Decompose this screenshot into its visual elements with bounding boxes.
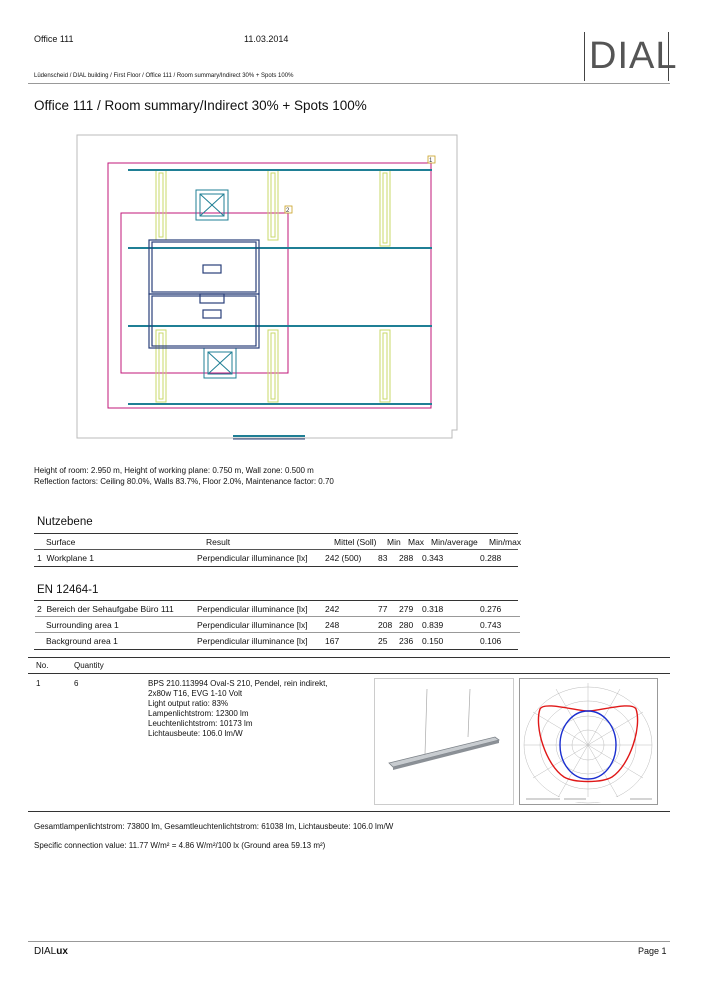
row-mittel: 167 (325, 635, 340, 646)
row-min-avg: 0.150 (422, 635, 444, 646)
row-min-avg: 0.839 (422, 619, 444, 630)
row-min-max: 0.743 (480, 619, 502, 630)
footer-divider (28, 941, 670, 942)
table-row (35, 601, 520, 617)
header-room: Office 111 (34, 34, 74, 44)
lum-no: 1 (36, 679, 41, 688)
connection-value: Specific connection value: 11.77 W/m² = 4.86 W/m²/100 lx (Ground area 59.13 m²) (34, 841, 326, 850)
lum-line: Lichtausbeute: 106.0 lm/W (148, 729, 243, 738)
nutzebene-table (35, 534, 529, 549)
brand-b: ux (56, 946, 68, 957)
luminaire-image (374, 678, 514, 805)
row-result: Perpendicular illuminance [lx] (197, 552, 308, 563)
en-bottom-rule (34, 649, 518, 650)
page-title: Office 111 / Room summary/Indirect 30% + Spots 100% (34, 98, 367, 113)
row-min: 77 (378, 603, 388, 614)
row-min: 25 (378, 635, 388, 646)
row-no: 1 (37, 552, 42, 563)
polar-chart (520, 679, 657, 804)
lum-bottom-rule (28, 811, 670, 812)
dial-logo (584, 32, 678, 81)
en-table (35, 601, 520, 648)
room-info-line1: Height of room: 2.950 m, Height of working plane: 0.750 m, Wall zone: 0.500 m (34, 466, 314, 475)
table-row (35, 633, 520, 649)
en-title: EN 12464-1 (37, 584, 99, 596)
floor-plan (76, 134, 466, 440)
lum-col-no: No. (36, 661, 49, 670)
col-max: Max (408, 536, 425, 547)
polar-diagram (519, 678, 658, 805)
header-divider (28, 83, 670, 84)
row-min-max: 0.106 (480, 635, 502, 646)
row-min-avg: 0.318 (422, 603, 444, 614)
table-row (35, 617, 520, 633)
col-min: Min (387, 536, 401, 547)
logo-text: DIAL (589, 35, 678, 77)
room-outline (77, 135, 457, 438)
nutzebene-header-row (35, 534, 529, 549)
lum-line: Light output ratio: 83% (148, 699, 229, 708)
col-min-max: Min/max (489, 536, 522, 547)
lum-description (148, 679, 328, 739)
marker-2: 2 (286, 208, 290, 214)
breadcrumb: Lüdenscheid / DIAL building / First Floor / Office 111 / Room summary/Indirect 30% + Spots 100% (34, 73, 294, 79)
brand-a: DIAL (34, 946, 57, 957)
row-min: 83 (378, 552, 388, 563)
spot-bottom (204, 348, 236, 378)
row-surface: Surrounding area 1 (46, 619, 119, 630)
col-surface: Surface (46, 536, 76, 547)
col-mittel: Mittel (Soll) (334, 536, 377, 547)
lum-top-rule (28, 657, 670, 658)
room-info-line2: Reflection factors: Ceiling 80.0%, Walls 83.7%, Floor 2.0%, Maintenance factor: 0.70 (34, 477, 334, 486)
nutzebene-body (35, 550, 520, 565)
nutzebene-title: Nutzebene (37, 516, 93, 528)
row-surface: Workplane 1 (46, 552, 95, 563)
header-date: 11.03.2014 (244, 34, 289, 44)
row-result: Perpendicular illuminance [lx] (197, 619, 308, 630)
row-no: 2 (37, 603, 42, 614)
lum-line: Leuchtenlichtstrom: 10173 lm (148, 719, 253, 728)
row-result: Perpendicular illuminance [lx] (197, 603, 308, 614)
flux-summary: Gesamtlampenlichtstrom: 73800 lm, Gesamtleuchtenlichtstrom: 61038 lm, Lichtausbeute: 106.0 lm/W (34, 822, 394, 831)
row-max: 280 (399, 619, 414, 630)
spot-top (196, 190, 228, 220)
luminaire-rows-teal (128, 170, 432, 404)
marker-1: 1 (429, 158, 433, 164)
col-min-average: Min/average (431, 536, 478, 547)
row-min-avg: 0.343 (422, 552, 444, 563)
luminaire-drawing (375, 679, 513, 804)
col-result: Result (206, 536, 231, 547)
table-row (35, 550, 520, 565)
row-min-max: 0.276 (480, 603, 502, 614)
page-number: Page 1 (638, 946, 667, 956)
lum-qty: 6 (74, 679, 79, 688)
dialux-logo (34, 946, 68, 957)
nutzebene-bottom-rule (34, 566, 518, 567)
luminaires-yellow (156, 170, 390, 402)
row-min: 208 (378, 619, 393, 630)
lum-col-qty: Quantity (74, 661, 104, 670)
row-surface: Bereich der Sehaufgabe Büro 111 (46, 603, 174, 614)
row-result: Perpendicular illuminance [lx] (197, 635, 308, 646)
row-mittel: 242 (325, 603, 340, 614)
row-max: 279 (399, 603, 414, 614)
row-mittel: 242 (500) (325, 552, 362, 563)
lum-line: Lampenlichtstrom: 12300 lm (148, 709, 249, 718)
lum-header-rule (28, 673, 670, 674)
row-surface: Background area 1 (46, 635, 118, 646)
row-max: 236 (399, 635, 414, 646)
row-mittel: 248 (325, 619, 340, 630)
lum-line: BPS 210.113994 Oval-S 210, Pendel, rein indirekt, (148, 679, 328, 688)
lum-line: 2x80w T16, EVG 1-10 Volt (148, 689, 243, 698)
row-max: 288 (399, 552, 414, 563)
row-min-max: 0.288 (480, 552, 502, 563)
